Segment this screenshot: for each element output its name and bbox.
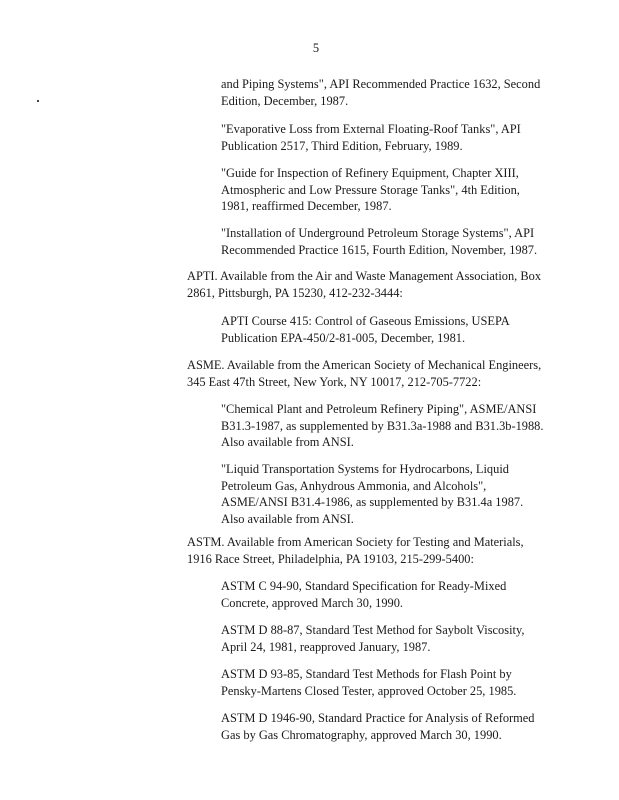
reference-api-1632	[221, 76, 540, 109]
organization-line: ASTM. Available from American Society for Testing and Materials,	[187, 535, 524, 549]
reference-asme-b31-3	[221, 401, 543, 451]
reference-api-1615	[221, 225, 537, 258]
reference-line: Edition, December, 1987.	[221, 93, 349, 108]
reference-line: Concrete, approved March 30, 1990.	[221, 595, 404, 610]
reference-line: ASTM C 94-90, Standard Specification for Ready-Mixed	[221, 579, 507, 593]
reference-api-guide	[221, 165, 520, 215]
reference-line: Petroleum Gas, Anhydrous Ammonia, and Alcohols",	[221, 478, 487, 493]
reference-line: Atmospheric and Low Pressure Storage Tanks", 4th Edition,	[221, 182, 520, 197]
reference-line: "Chemical Plant and Petroleum Refinery Piping", ASME/ANSI	[221, 402, 537, 416]
reference-line: "Installation of Underground Petroleum Storage Systems", API	[221, 226, 535, 240]
reference-astm-d88	[221, 622, 524, 655]
organization-line: APTI. Available from the Air and Waste Management Association, Box	[187, 269, 542, 283]
organization-line: 2861, Pittsburgh, PA 15230, 412-232-3444:	[187, 285, 403, 300]
reference-line: "Liquid Transportation Systems for Hydrocarbons, Liquid	[221, 462, 509, 476]
reference-line: "Evaporative Loss from External Floating-Roof Tanks", API	[221, 122, 521, 136]
page-number: 5	[312, 41, 320, 55]
reference-asme-b31-4	[221, 461, 523, 527]
reference-apti-415	[221, 313, 510, 346]
organization-apti	[187, 268, 541, 301]
reference-line: and Piping Systems", API Recommended Practice 1632, Second	[221, 77, 541, 91]
reference-line: 1981, reaffirmed December, 1987.	[221, 199, 392, 213]
scan-speck	[37, 100, 39, 102]
reference-line: ASTM D 1946-90, Standard Practice for Analysis of Reformed	[221, 711, 535, 725]
reference-line: Recommended Practice 1615, Fourth Edition, November, 1987.	[221, 242, 538, 257]
reference-line: ASTM D 88-87, Standard Test Method for Saybolt Viscosity,	[221, 623, 525, 637]
reference-line: ASTM D 93-85, Standard Test Methods for Flash Point by	[221, 667, 512, 681]
organization-astm	[187, 534, 524, 567]
reference-line: Publication EPA-450/2-81-005, December, 1981.	[221, 330, 466, 345]
organization-line: 1916 Race Street, Philadelphia, PA 19103, 215-299-5400:	[187, 551, 474, 566]
reference-line: ASME/ANSI B31.4-1986, as supplemented by B31.4a 1987.	[221, 495, 524, 509]
reference-api-2517	[221, 121, 521, 154]
reference-line: APTI Course 415: Control of Gaseous Emissions, USEPA	[221, 314, 510, 328]
reference-line: Also available from ANSI.	[221, 511, 354, 526]
reference-line: B31.3-1987, as supplemented by B31.3a-1988 and B31.3b-1988.	[221, 418, 544, 433]
reference-line: Also available from ANSI.	[221, 435, 354, 449]
reference-line: Pensky-Martens Closed Tester, approved October 25, 1985.	[221, 683, 517, 698]
reference-astm-d1946	[221, 710, 535, 743]
reference-astm-c94	[221, 578, 506, 611]
reference-line: Publication 2517, Third Edition, February, 1989.	[221, 138, 463, 153]
organization-asme	[187, 357, 541, 390]
organization-line: ASME. Available from the American Society of Mechanical Engineers,	[187, 358, 542, 372]
organization-line: 345 East 47th Street, New York, NY 10017, 212-705-7722:	[187, 374, 482, 389]
reference-line: "Guide for Inspection of Refinery Equipment, Chapter XIII,	[221, 166, 519, 180]
reference-line: Gas by Gas Chromatography, approved March 30, 1990.	[221, 727, 502, 742]
reference-astm-d93	[221, 666, 516, 699]
reference-line: April 24, 1981, reapproved January, 1987.	[221, 639, 431, 654]
